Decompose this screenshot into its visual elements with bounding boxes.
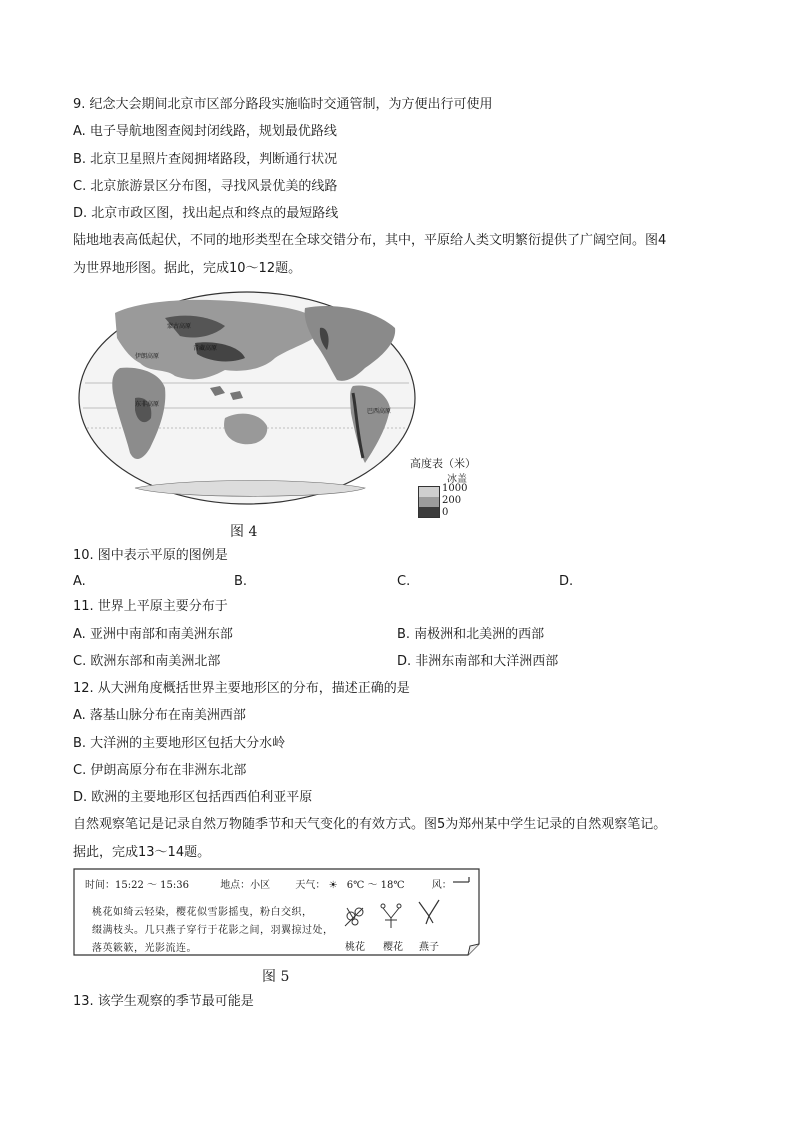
note-line-1: 桃花如绮云轻染，樱花似雪影摇曳，粉白交织， [92,907,313,918]
q10-option-c: C. [397,574,411,589]
note-line-3: 落英簌簌，光影流连。 [92,943,197,954]
q9-option-d: D. 北京市政区图，找出起点和终点的最短路线 [73,206,339,221]
note-time: 时间：15:22 ～ 15:36 [85,880,189,891]
q13-stem: 13. 该学生观察的季节最可能是 [73,994,254,1009]
q12-option-a: A. 落基山脉分布在南美洲西部 [73,708,246,723]
legend-title: 高度表（米） [410,457,476,470]
q10-option-d: D. [559,574,574,589]
map-label-iranian-plateau: 伊朗高原 [135,353,160,360]
q11-option-a: A. 亚洲中南部和南美洲东部 [73,627,233,642]
note-weather-label: 天气： [295,880,326,891]
q12-stem: 12. 从大洲角度概括世界主要地形区的分布，描述正确的是 [73,681,410,696]
note-plant-peach: 桃花 [345,942,365,953]
q9-option-a: A. 电子导航地图查阅封闭线路，规划最优路线 [73,124,337,139]
figure-5-caption: 图 5 [262,969,290,985]
intro-1-line-1: 陆地地表高低起伏，不同的地形类型在全球交错分布，其中，平原给人类文明繁衍提供了广阔空间。图4 [73,233,667,248]
note-plant-cherry: 樱花 [383,942,403,953]
q10-option-b: B. [234,574,248,589]
note-header [85,876,452,891]
map-label-tibetan-plateau: 青藏高原 [193,345,218,352]
note-weather-value: 6℃ ～ 18℃ [346,880,405,891]
note-wind-label: 风： [431,880,452,891]
sun-icon: ☀ [328,880,338,891]
legend-value-1000: 1000 [442,483,468,494]
q11-option-b: B. 南极洲和北美洲的西部 [397,627,545,642]
legend-swatch-low [419,507,439,517]
q12-option-c: C. 伊朗高原分布在非洲东北部 [73,763,247,778]
q9-stem: 9. 纪念大会期间北京市区部分路段实施临时交通管制，为方便出行可使用 [73,97,493,112]
q11-stem: 11. 世界上平原主要分布于 [73,599,228,614]
q11-option-c: C. 欧洲东部和南美洲北部 [73,654,221,669]
intro-2-line-2: 据此，完成13～14题。 [73,845,211,860]
figure-4-caption: 图 4 [230,524,258,540]
legend-ice-label: 冰盖 [447,474,467,485]
map-label-east-african-plateau: 东非高原 [135,401,160,408]
q10-option-a: A. [73,574,86,589]
legend-value-0: 0 [442,507,449,518]
legend-value-200: 200 [442,495,462,506]
world-terrain-map [75,288,505,520]
q11-option-d: D. 非洲东南部和大洋洲西部 [397,654,559,669]
legend-swatch-high [419,487,439,497]
legend-swatches [418,486,440,518]
note-place: 地点：小区 [220,880,271,891]
intro-1-line-2: 为世界地形图。据此，完成10～12题。 [73,261,302,276]
map-label-mongolian-plateau: 蒙古高原 [167,323,192,330]
q10-options [73,573,633,591]
q12-option-b: B. 大洋洲的主要地形区包括大分水岭 [73,736,286,751]
q9-option-c: C. 北京旅游景区分布图，寻找风景优美的线路 [73,179,338,194]
note-plant-swallow: 燕子 [419,942,439,953]
q9-option-b: B. 北京卫星照片查阅拥堵路段，判断通行状况 [73,152,338,167]
note-line-2: 缀满枝头。几只燕子穿行于花影之间，羽翼掠过处， [92,925,334,936]
q10-stem: 10. 图中表示平原的图例是 [73,548,228,563]
legend-swatch-mid [419,497,439,507]
intro-2-line-1: 自然观察笔记是记录自然万物随季节和天气变化的有效方式。图5为郑州某中学生记录的自然观察笔记。 [73,817,667,832]
q12-option-d: D. 欧洲的主要地形区包括西西伯利亚平原 [73,790,313,805]
map-label-brazilian-plateau: 巴西高原 [367,408,392,415]
